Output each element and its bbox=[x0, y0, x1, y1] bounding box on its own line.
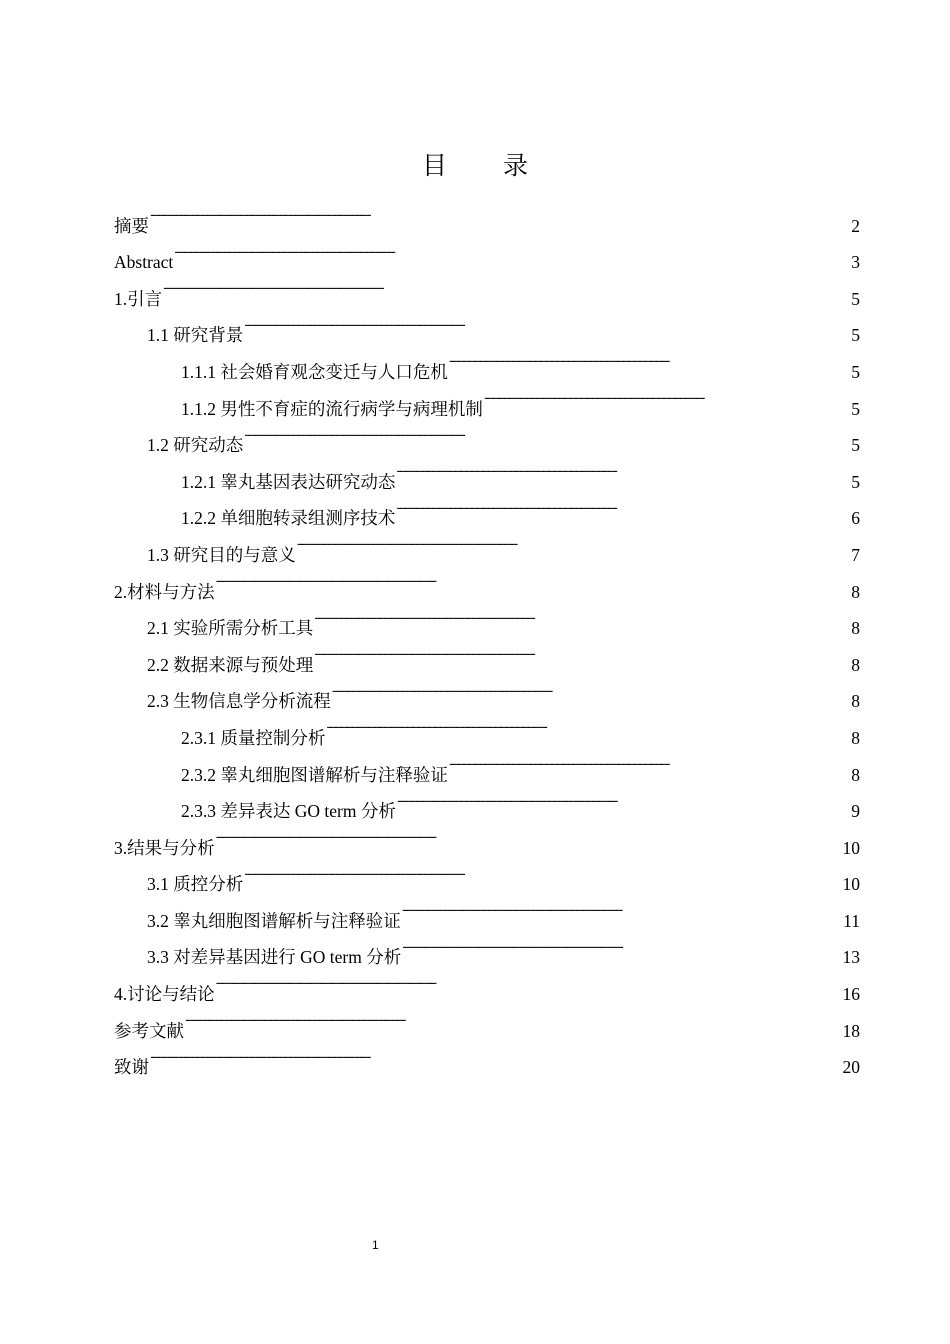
toc-entry-page: 8 bbox=[851, 764, 860, 785]
toc-dot-leader bbox=[216, 963, 842, 1000]
toc-dot-leader bbox=[326, 707, 850, 744]
toc-dot-leader bbox=[174, 232, 850, 269]
toc-entry-page: 5 bbox=[851, 471, 860, 492]
toc-entry-label: 2.3.2 睾丸细胞图谱解析与注释验证 bbox=[181, 764, 448, 785]
toc-entry-page: 9 bbox=[851, 801, 860, 822]
toc-entry-page: 5 bbox=[851, 435, 860, 456]
toc-entry-label: 1.1.2 男性不育症的流行病学与病理机制 bbox=[181, 398, 483, 419]
toc-entry-label: 参考文献 bbox=[114, 1020, 184, 1041]
toc-entry-page: 8 bbox=[851, 727, 860, 748]
toc-entry-page: 18 bbox=[842, 1020, 860, 1041]
toc-entry-label: 3.2 睾丸细胞图谱解析与注释验证 bbox=[147, 910, 401, 931]
toc-entry[interactable] bbox=[114, 232, 860, 273]
toc-dot-leader bbox=[402, 890, 842, 927]
toc-entry-page: 8 bbox=[851, 691, 860, 712]
toc-entry-label: 1.3 研究目的与意义 bbox=[147, 544, 296, 565]
toc-entry-label: 1.1 研究背景 bbox=[147, 325, 244, 346]
toc-dot-leader bbox=[397, 781, 850, 818]
toc-entry-page: 5 bbox=[851, 288, 860, 309]
toc-dot-leader bbox=[216, 561, 851, 598]
toc-dot-leader bbox=[402, 927, 841, 964]
toc-dot-leader bbox=[163, 268, 850, 305]
toc-dot-leader bbox=[185, 1000, 842, 1037]
toc-title: 目 录 bbox=[422, 151, 552, 180]
toc-entry[interactable] bbox=[114, 195, 860, 236]
toc-entry[interactable] bbox=[114, 598, 860, 639]
toc-entry-label: 致谢 bbox=[114, 1057, 149, 1078]
toc-entry-page: 6 bbox=[851, 508, 860, 529]
toc-entry-label: 3.3 对差异基因进行 GO term 分析 bbox=[147, 947, 402, 968]
toc-entry-label: 1.引言 bbox=[114, 288, 163, 309]
toc-entry[interactable] bbox=[114, 1000, 860, 1041]
toc-dot-leader bbox=[244, 854, 841, 891]
toc-entry-label: 1.1.1 社会婚育观念变迁与人口危机 bbox=[181, 361, 448, 382]
toc-dot-leader bbox=[314, 634, 850, 671]
toc-entry-label: 2.1 实验所需分析工具 bbox=[147, 618, 314, 639]
toc-dot-leader bbox=[314, 598, 850, 635]
toc-entry[interactable] bbox=[114, 268, 860, 309]
toc-entry-page: 5 bbox=[851, 361, 860, 382]
toc-dot-leader bbox=[150, 195, 850, 232]
toc-entry-page: 5 bbox=[851, 325, 860, 346]
toc-entry[interactable] bbox=[114, 854, 860, 895]
toc-entry-page: 20 bbox=[842, 1057, 860, 1078]
toc-entry-page: 10 bbox=[842, 837, 860, 858]
toc-entry-page: 16 bbox=[842, 984, 860, 1005]
toc-dot-leader bbox=[297, 524, 851, 561]
toc-dot-leader bbox=[396, 451, 850, 488]
toc-entry-page: 11 bbox=[843, 910, 860, 931]
toc-entry-label: 2.3 生物信息学分析流程 bbox=[147, 691, 331, 712]
toc-entry-label: 1.2.1 睾丸基因表达研究动态 bbox=[181, 471, 396, 492]
toc-entry-label: 4.讨论与结论 bbox=[114, 984, 215, 1005]
toc-entry-label: 3.结果与分析 bbox=[114, 837, 215, 858]
toc-entry[interactable] bbox=[114, 305, 860, 346]
toc-dot-leader bbox=[332, 671, 851, 708]
toc-entry-label: 1.2 研究动态 bbox=[147, 435, 244, 456]
toc-entry-label: 2.3.1 质量控制分析 bbox=[181, 727, 326, 748]
toc-entry-label: 2.材料与方法 bbox=[114, 581, 215, 602]
toc-entry-label: 2.2 数据来源与预处理 bbox=[147, 654, 314, 675]
toc-entry[interactable] bbox=[114, 817, 860, 858]
toc-entry-label: 2.3.3 差异表达 GO term 分析 bbox=[181, 801, 396, 822]
toc-entry-page: 13 bbox=[842, 947, 860, 968]
toc-dot-leader bbox=[484, 378, 850, 415]
toc-dot-leader bbox=[244, 415, 850, 452]
toc-entry-page: 8 bbox=[851, 581, 860, 602]
toc-entry-page: 7 bbox=[851, 544, 860, 565]
toc-entry-label: 3.1 质控分析 bbox=[147, 874, 244, 895]
toc-dot-leader bbox=[396, 488, 850, 525]
toc-entry[interactable] bbox=[114, 1037, 860, 1078]
toc-entry[interactable] bbox=[114, 561, 860, 602]
toc-dot-leader bbox=[244, 305, 850, 342]
toc-entry-page: 8 bbox=[851, 618, 860, 639]
toc-dot-leader bbox=[150, 1037, 842, 1074]
toc-dot-leader bbox=[449, 341, 850, 378]
toc-entry-page: 2 bbox=[851, 215, 860, 236]
toc-entry[interactable] bbox=[114, 963, 860, 1005]
toc-dot-leader bbox=[216, 817, 842, 854]
toc-entry-page: 3 bbox=[851, 252, 860, 273]
toc-entry-label: 1.2.2 单细胞转录组测序技术 bbox=[181, 508, 396, 529]
toc-entry-label: 摘要 bbox=[114, 215, 149, 236]
toc-dot-leader bbox=[449, 744, 850, 781]
toc-entry-page: 5 bbox=[851, 398, 860, 419]
toc-list bbox=[114, 195, 860, 1078]
page-number: 1 bbox=[372, 1238, 379, 1252]
toc-entry-page: 8 bbox=[851, 654, 860, 675]
toc-entry-page: 10 bbox=[842, 874, 860, 895]
toc-entry-label: Abstract bbox=[114, 252, 174, 273]
